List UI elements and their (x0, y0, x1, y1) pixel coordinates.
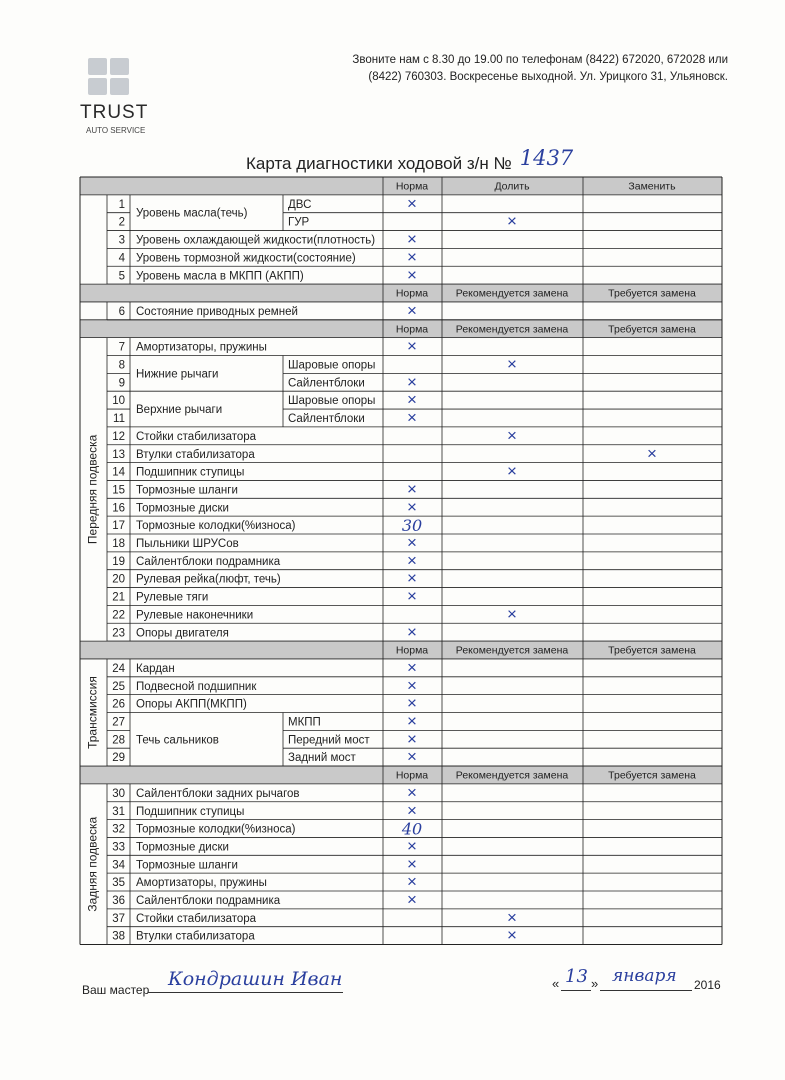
row-label: Сайлентблоки подрамника (136, 555, 281, 568)
column-header: Норма (395, 769, 429, 782)
check-mark: × (407, 372, 417, 392)
check-mark: × (407, 265, 417, 285)
row-label: Тормозные шланги (136, 859, 238, 872)
column-header: Рекомендуется замена (455, 644, 569, 657)
row-label: Рулевая рейка(люфт, течь) (136, 573, 281, 586)
row-number: 1 (118, 198, 125, 211)
column-header: Требуется замена (608, 323, 696, 336)
row-label: Рулевые наконечники (136, 609, 254, 622)
wear-percent: 30 (401, 516, 423, 536)
row-number: 4 (118, 252, 125, 265)
row-number: 22 (112, 609, 125, 622)
column-header: Рекомендуется замена (455, 287, 569, 300)
column-header: Норма (395, 644, 429, 657)
check-mark: × (407, 550, 417, 570)
master-label: Ваш мастер (82, 983, 150, 997)
row-label: Подвесной подшипник (136, 680, 257, 693)
column-header: Требуется замена (608, 644, 696, 657)
column-header: Рекомендуется замена (455, 769, 569, 782)
date-month: января (612, 966, 677, 986)
brand-subtitle: AUTO SERVICE (86, 126, 146, 135)
row-label: Подшипник ступицы (136, 805, 245, 818)
check-mark: × (407, 800, 417, 820)
row-number: 2 (118, 216, 125, 229)
check-mark: × (407, 497, 417, 517)
row-number: 15 (112, 484, 125, 497)
row-label: Амортизаторы, пружины (136, 877, 267, 890)
check-mark: × (407, 782, 417, 802)
check-mark: × (407, 193, 417, 213)
check-mark: × (407, 747, 417, 767)
brand-name: TRUST (80, 102, 149, 123)
row-label: Опоры двигателя (136, 627, 229, 640)
row-number: 23 (112, 627, 125, 640)
check-mark: × (407, 408, 417, 428)
check-mark: × (407, 854, 417, 874)
check-mark: × (407, 336, 417, 356)
row-number: 27 (112, 716, 125, 729)
check-mark: × (407, 479, 417, 499)
row-number: 34 (112, 859, 125, 872)
column-header: Рекомендуется замена (455, 323, 569, 336)
row-number: 5 (118, 270, 125, 283)
row-label: Амортизаторы, пружины (136, 341, 267, 354)
row-label: Нижние рычаги (136, 368, 219, 381)
date-year: 2016 (694, 978, 721, 992)
check-mark: × (507, 461, 517, 481)
column-header: Требуется замена (608, 769, 696, 782)
check-mark: × (507, 211, 517, 231)
row-number: 19 (112, 555, 125, 568)
row-number: 17 (112, 520, 125, 533)
date-quote-open: « (552, 976, 560, 991)
row-label: Верхние рычаги (136, 404, 223, 417)
row-number: 3 (118, 234, 125, 247)
row-label: Тормозные колодки(%износа) (136, 823, 296, 836)
section-name: Передняя подвеска (85, 434, 100, 545)
row-number: 29 (112, 752, 125, 765)
row-label: Опоры АКПП(МКПП) (136, 698, 247, 711)
title-text: Карта диагностики ходовой з/н № (246, 154, 512, 173)
row-number: 18 (112, 538, 125, 550)
master-signature: Кондрашин Иван (168, 968, 343, 990)
row-sublabel: Задний мост (288, 752, 356, 765)
row-number: 31 (112, 805, 125, 818)
check-mark: × (407, 622, 417, 642)
column-header: Норма (395, 287, 429, 300)
column-header: Норма (395, 180, 429, 193)
row-number: 9 (118, 377, 125, 390)
row-label: Втулки стабилизатора (136, 930, 255, 943)
row-sublabel: ДВС (288, 198, 312, 211)
row-number: 6 (118, 305, 125, 318)
row-sublabel: Передний мост (288, 734, 370, 747)
column-header: Норма (395, 323, 429, 336)
check-mark: × (407, 300, 417, 320)
check-mark: × (507, 925, 517, 945)
check-mark: × (507, 425, 517, 445)
master-underline (148, 992, 343, 993)
check-mark: × (407, 693, 417, 713)
row-label: Втулки стабилизатора (136, 448, 255, 461)
check-mark: × (407, 836, 417, 856)
order-number: 1437 (519, 146, 574, 170)
row-number: 32 (112, 823, 125, 836)
row-number: 10 (112, 395, 125, 408)
check-mark: × (407, 247, 417, 267)
month-underline (600, 990, 692, 991)
row-label: Уровень тормозной жидкости(состояние) (136, 252, 356, 265)
row-number: 28 (112, 734, 125, 747)
date-quote-close: » (591, 976, 599, 991)
section-name: Задняя подвеска (85, 816, 100, 912)
row-number: 26 (112, 698, 125, 711)
row-number: 13 (112, 448, 125, 461)
check-mark: × (407, 711, 417, 731)
row-label: Кардан (136, 662, 175, 675)
row-label: Стойки стабилизатора (136, 912, 257, 925)
check-mark: × (407, 229, 417, 249)
wear-percent: 40 (401, 819, 423, 839)
row-label: Тормозные диски (136, 841, 229, 854)
row-sublabel: Сайлентблоки (288, 377, 365, 390)
row-label: Пыльники ШРУСов (136, 538, 239, 550)
check-mark: × (407, 533, 417, 552)
row-label: Сайлентблоки задних рычагов (136, 787, 300, 800)
check-mark: × (507, 604, 517, 624)
row-sublabel: ГУР (288, 216, 310, 229)
row-number: 30 (112, 787, 125, 800)
row-number: 20 (112, 573, 125, 586)
row-number: 14 (112, 466, 125, 479)
contact-line: Звоните нам с 8.30 до 19.00 по телефонам (8422) 672020, 672028 или (352, 54, 728, 66)
row-number: 7 (118, 341, 125, 354)
row-label: Стойки стабилизатора (136, 430, 257, 443)
row-sublabel: Сайлентблоки (288, 413, 365, 426)
row-number: 33 (112, 841, 125, 854)
row-number: 37 (112, 912, 125, 925)
contact-line: (8422) 760303. Воскресенье выходной. Ул. Урицкого 31, Ульяновск. (368, 71, 728, 83)
column-header: Долить (494, 180, 530, 193)
section-name: Трансмиссия (85, 676, 100, 749)
row-label: Уровень охлаждающей жидкости(плотность) (136, 234, 376, 247)
column-header: Заменить (628, 180, 676, 193)
row-label: Уровень масла в МКПП (АКПП) (136, 270, 304, 283)
row-label: Сайлентблоки подрамника (136, 895, 281, 907)
check-mark: × (407, 568, 417, 588)
row-label: Уровень масла(течь) (136, 207, 248, 220)
row-label: Тормозные шланги (136, 484, 238, 497)
row-sublabel: Шаровые опоры (288, 395, 376, 408)
row-label: Рулевые тяги (136, 591, 209, 604)
row-sublabel: МКПП (288, 716, 321, 729)
check-mark: × (407, 675, 417, 695)
check-mark: × (407, 586, 417, 606)
row-sublabel: Шаровые опоры (288, 359, 376, 372)
check-mark: × (407, 729, 417, 749)
row-number: 21 (112, 591, 125, 604)
row-number: 8 (118, 359, 125, 372)
date-day: 13 (565, 966, 588, 987)
row-number: 12 (112, 430, 125, 443)
day-underline (561, 990, 591, 991)
row-label: Тормозные диски (136, 502, 229, 515)
check-mark: × (407, 890, 417, 909)
check-mark: × (507, 354, 517, 374)
row-number: 36 (112, 895, 125, 907)
check-mark: × (407, 390, 417, 410)
row-number: 11 (113, 413, 125, 426)
row-label: Подшипник ступицы (136, 466, 245, 479)
column-header: Требуется замена (608, 287, 696, 300)
row-number: 25 (112, 680, 125, 693)
row-number: 38 (112, 930, 125, 943)
check-mark: × (407, 872, 417, 892)
check-mark: × (507, 907, 517, 927)
row-label: Состояние приводных ремней (136, 305, 298, 318)
row-number: 24 (112, 662, 125, 675)
row-number: 35 (112, 877, 125, 890)
row-label: Течь сальников (136, 734, 219, 747)
row-label: Тормозные колодки(%износа) (136, 520, 296, 533)
row-number: 16 (112, 502, 125, 515)
check-mark: × (647, 443, 657, 463)
check-mark: × (407, 657, 417, 677)
